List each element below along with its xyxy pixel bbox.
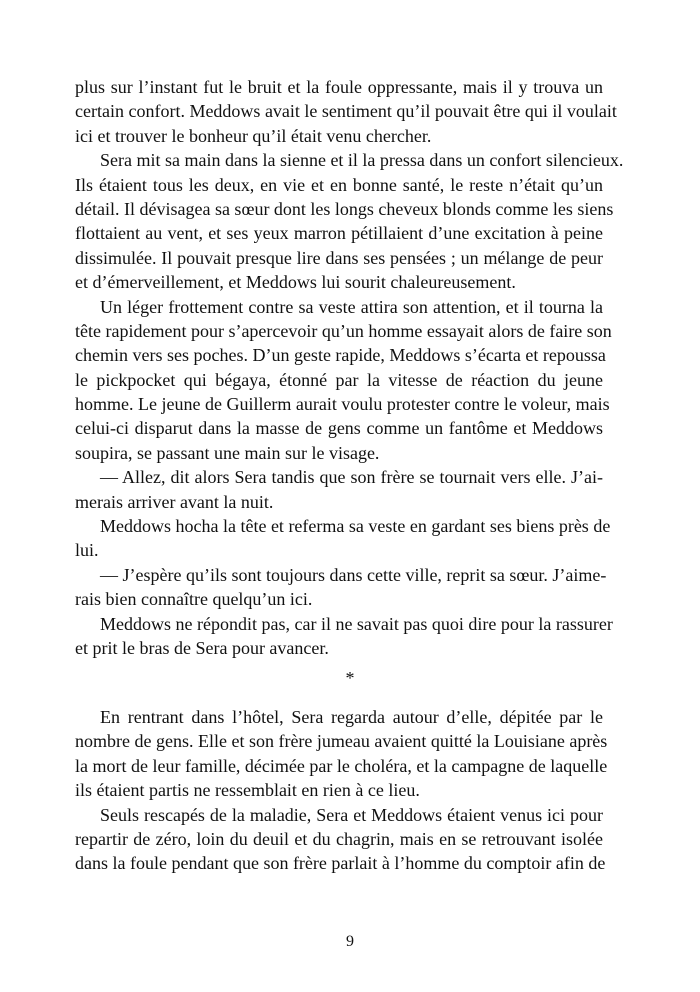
text-line: celui-ci disparut dans la masse de gens comme un fantôme et Meddows	[75, 418, 603, 439]
section-separator: *	[345, 668, 355, 688]
text-line: nombre de gens. Elle et son frère jumeau avaient quitté la Louisiane après	[75, 731, 608, 752]
text-line: tête rapidement pour s’apercevoir qu’un homme essayait alors de faire son	[75, 320, 612, 341]
paragraph	[75, 514, 611, 563]
text-section-1	[75, 75, 624, 660]
text-line: chemin vers ses poches. D’un geste rapide, Meddows s’écarta et repoussa	[75, 345, 606, 366]
text-line: certain confort. Meddows avait le sentiment qu’il pouvait être qui il voulait	[75, 101, 617, 122]
text-line: la mort de leur famille, décimée par le choléra, et la campagne de laquelle	[75, 755, 608, 776]
text-line: et prit le bras de Sera pour avancer.	[75, 637, 329, 658]
text-line: soupira, se passant une main sur le visage.	[75, 442, 380, 463]
text-section-2	[75, 705, 608, 876]
text-line: Sera mit sa main dans la sienne et il la pressa dans un confort silencieux.	[100, 150, 624, 171]
text-line: rais bien connaître quelqu’un ici.	[75, 589, 313, 610]
paragraph	[75, 563, 607, 612]
page-number: 9	[346, 933, 354, 950]
text-line: plus sur l’instant fut le bruit et la foule oppressante, mais il y trouva un	[75, 77, 603, 97]
text-line: En rentrant dans l’hôtel, Sera regarda autour d’elle, dépitée par le	[100, 707, 603, 727]
text-line: lui.	[75, 540, 99, 561]
text-line: ils étaient partis ne ressemblait en rien à ce lieu.	[75, 780, 420, 801]
text-line: merais arriver avant la nuit.	[75, 491, 274, 512]
text-line: dans la foule pendant que son frère parlait à l’homme du comptoir afin de	[75, 853, 606, 874]
text-line: — J’espère qu’ils sont toujours dans cette ville, reprit sa sœur. J’aime-	[100, 564, 607, 585]
text-line: le pickpocket qui bégaya, étonné par la vitesse de réaction du jeune	[75, 369, 603, 390]
text-line: flottaient au vent, et ses yeux marron pétillaient d’une excitation à peine	[75, 223, 603, 244]
paragraph	[75, 295, 612, 466]
paragraph	[75, 803, 606, 876]
paragraph	[75, 705, 608, 803]
text-line: Ils étaient tous les deux, en vie et en bonne santé, le reste n’était qu’un	[75, 174, 603, 195]
paragraph	[75, 148, 624, 294]
text-line: dissimulée. Il pouvait presque lire dans ses pensées ; un mélange de peur	[75, 247, 603, 268]
text-line: Un léger frottement contre sa veste attira son attention, et il tourna la	[100, 296, 603, 317]
text-line: et d’émerveillement, et Meddows lui sourit chaleureusement.	[75, 272, 516, 293]
text-line: — Allez, dit alors Sera tandis que son frère se tournait vers elle. J’ai-	[100, 467, 603, 488]
text-line: Seuls rescapés de la maladie, Sera et Meddows étaient venus ici pour	[100, 804, 603, 825]
text-line: Meddows hocha la tête et referma sa veste en gardant ses biens près de	[100, 516, 611, 537]
paragraph	[75, 465, 603, 514]
paragraph	[75, 75, 617, 148]
paragraph	[75, 612, 613, 661]
text-line: homme. Le jeune de Guillerm aurait voulu protester contre le voleur, mais	[75, 394, 610, 415]
text-line: repartir de zéro, loin du deuil et du chagrin, mais en se retrouvant isolée	[75, 828, 603, 849]
text-line: ici et trouver le bonheur qu’il était venu chercher.	[75, 125, 432, 146]
text-line: détail. Il dévisagea sa sœur dont les longs cheveux blonds comme les siens	[75, 198, 614, 219]
text-line: Meddows ne répondit pas, car il ne savait pas quoi dire pour la rassurer	[100, 613, 613, 634]
